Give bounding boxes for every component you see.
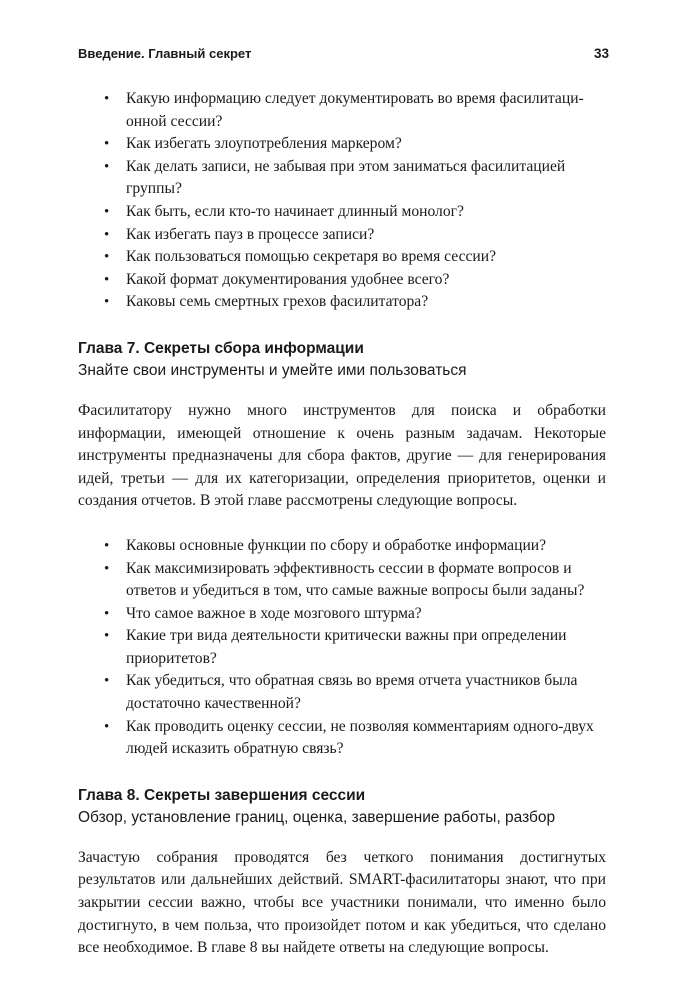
chapter-7-title: Глава 7. Секреты сбора информации bbox=[78, 339, 364, 357]
page-number: 33 bbox=[593, 46, 609, 61]
intro-question-list bbox=[78, 88, 606, 314]
chapter-7-question-list bbox=[78, 535, 606, 761]
list-item: • Какие три вида деятельности критически важны при определении приоритетов? bbox=[78, 625, 606, 670]
list-item: • Какую информацию следует документировать во время фасилитаци-онной сессии? bbox=[78, 88, 606, 133]
list-item: • Как максимизировать эффективность сессии в формате вопросов и ответов и убедиться в том, что самые важные вопросы были заданы? bbox=[78, 558, 606, 603]
list-item: • Как проводить оценку сессии, не позволяя комментариям одного-двух людей исказить обратную связь? bbox=[78, 716, 606, 761]
list-item: • Как избегать злоупотребления маркером? bbox=[78, 133, 606, 156]
list-item: • Как убедиться, что обратная связь во время отчета участников была достаточно качественной? bbox=[78, 670, 606, 715]
chapter-8-section bbox=[78, 785, 606, 960]
list-item: • Что самое важное в ходе мозгового штурма? bbox=[78, 603, 606, 626]
list-item: • Как делать записи, не забывая при этом заниматься фасилитацией группы? bbox=[78, 156, 606, 201]
page-content bbox=[78, 88, 606, 960]
list-item: • Какой формат документирования удобнее всего? bbox=[78, 269, 606, 292]
list-item: • Как быть, если кто-то начинает длинный монолог? bbox=[78, 201, 606, 224]
chapter-7-paragraph: Фасилитатору нужно много инструментов для поиска и обработки информации, имеющей отношение к очень разным задачам. Некоторые инструменты предназначены для сбора фактов, другие — для генерирования идей, третьи — для их категоризации, определения приоритетов, оценки и создания отчетов. В этой главе рассмотрены следующие вопросы. bbox=[78, 401, 606, 510]
list-item: • Как пользоваться помощью секретаря во время сессии? bbox=[78, 246, 606, 269]
chapter-8-subtitle: Обзор, установление границ, оценка, завершение работы, разбор bbox=[78, 808, 556, 826]
chapter-8-title: Глава 8. Секреты завершения сессии bbox=[78, 786, 366, 804]
list-item: • Как избегать пауз в процессе записи? bbox=[78, 224, 606, 247]
list-item: • Каковы основные функции по сбору и обработке информации? bbox=[78, 535, 606, 558]
list-item: • Каковы семь смертных грехов фасилитатора? bbox=[78, 291, 606, 314]
running-header bbox=[78, 46, 609, 68]
chapter-7-subtitle: Знайте свои инструменты и умейте ими пользоваться bbox=[78, 361, 467, 379]
chapter-8-paragraph: Зачастую собрания проводятся без четкого понимания достигнутых результатов или дальнейших действий. SMART-фасилитаторы знают, что при закрытии сессии важно, чтобы все участники понимали, что именно было достигнуто, в чем польза, что произойдет потом и как убедиться, что сделано все необходимое. В главе 8 вы найдете ответы на следующие вопросы. bbox=[78, 848, 606, 957]
running-header-title: Введение. Главный секрет bbox=[78, 46, 252, 61]
chapter-7-section bbox=[78, 338, 606, 761]
